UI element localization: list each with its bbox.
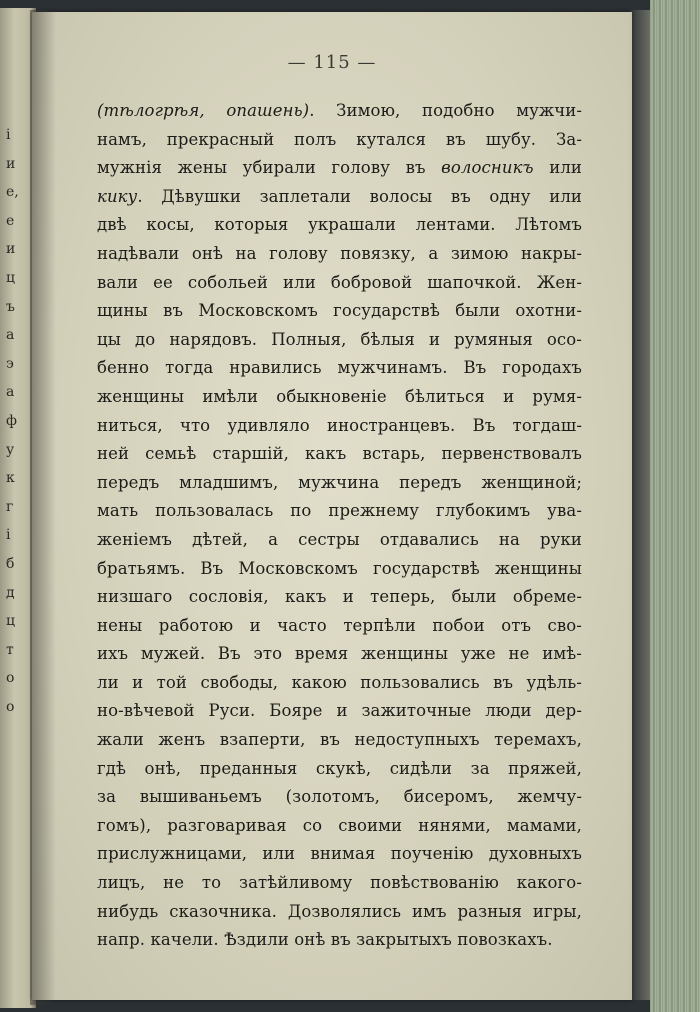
left-page-fragment: д: [6, 584, 15, 601]
text-line: [97, 297, 582, 326]
left-page-fragment: ц: [6, 613, 16, 630]
text-segment: цы до нарядовъ. Полныя, бѣлыя и румяныя осо-: [97, 329, 582, 349]
italic-term: кику: [97, 186, 138, 206]
left-page-fragment: і: [6, 127, 11, 143]
left-page-fragment: у: [6, 441, 15, 458]
text-segment: братьямъ. Въ Московскомъ государствѣ женщины: [97, 558, 582, 578]
text-segment: женіемъ дѣтей, а сестры отдавались на руки: [97, 529, 582, 549]
text-segment: женщины имѣли обыкновеніе бѣлиться и румя-: [97, 386, 582, 406]
text-segment: мать пользовалась по прежнему глубокимъ ува-: [97, 501, 582, 521]
left-page-fragment: а: [6, 327, 15, 344]
text-line: [97, 497, 582, 526]
text-segment: или: [533, 158, 582, 178]
text-segment: прислужницами, или внимая поученію духовныхъ: [97, 844, 582, 864]
text-segment: бенно тогда нравились мужчинамъ. Въ городахъ: [97, 358, 582, 378]
text-segment: двѣ косы, которыя украшали лентами. Лѣтомъ: [97, 215, 582, 235]
left-page-fragment: е: [6, 212, 15, 229]
text-line: [97, 640, 582, 669]
text-segment: передъ младшимъ, мужчина передъ женщиной;: [97, 472, 582, 492]
text-line: [97, 211, 582, 240]
left-page-fragment: о: [6, 670, 15, 687]
text-segment: гомъ), разговаривая со своими нянями, мамами,: [97, 815, 582, 835]
text-segment: ниться, что удивляло иностранцевъ. Въ тогдаш-: [97, 415, 582, 435]
text-segment: щины въ Московскомъ государствѣ были охотни-: [97, 301, 582, 321]
text-line: [97, 183, 582, 212]
text-segment: надѣвали онѣ на голову повязку, а зимою накры-: [97, 243, 582, 263]
left-page-fragment: э: [6, 355, 14, 372]
italic-term: волосникъ: [441, 158, 534, 178]
text-line: [97, 154, 582, 183]
text-segment: но-вѣчевой Руси. Бояре и зажиточные люди дер-: [97, 701, 582, 721]
left-page-fragment: б: [6, 556, 15, 572]
text-line: [97, 469, 582, 498]
text-segment: . Дѣвушки заплетали волосы въ одну или: [137, 186, 582, 206]
left-page-fragment: и: [6, 241, 16, 258]
text-segment: за вышиваньемъ (золотомъ, бисеромъ, жемчу-: [97, 787, 582, 807]
book-page: [32, 12, 632, 1000]
text-line: [97, 926, 582, 955]
text-line: [97, 840, 582, 869]
text-segment: нены работою и часто терпѣли побои отъ сво-: [97, 615, 582, 635]
italic-term: (тѣлогрѣя, опашень): [97, 101, 310, 120]
text-line: [97, 669, 582, 698]
left-page-fragment: ъ: [6, 298, 15, 315]
text-segment: ихъ мужей. Въ это время женщины уже не имѣ-: [97, 644, 582, 664]
text-line: [97, 326, 582, 355]
left-page-fragment: к: [6, 470, 15, 487]
text-line: [97, 526, 582, 555]
text-line: [97, 583, 582, 612]
text-line: [97, 240, 582, 269]
text-line: [97, 898, 582, 927]
page-edges: [650, 0, 700, 1012]
left-page-fragment: т: [6, 641, 14, 658]
text-segment: ней семьѣ старшій, какъ встарь, первенствовалъ: [97, 444, 582, 464]
text-line: [97, 869, 582, 898]
text-segment: намъ, прекрасный полъ кутался въ шубу. За-: [97, 129, 582, 149]
text-line: [97, 383, 582, 412]
text-line: [97, 97, 582, 126]
text-line: [97, 783, 582, 812]
text-segment: жали женъ взаперти, въ недоступныхъ теремахъ,: [97, 730, 582, 750]
text-segment: нибудь сказочника. Дозволялись имъ разныя игры,: [97, 901, 582, 921]
left-page-fragment: і: [6, 527, 11, 544]
text-segment: мужнія жены убирали голову въ: [97, 158, 442, 178]
left-page-fragment: ц: [6, 270, 16, 286]
text-segment: напр. качели. Ѣздили онѣ въ закрытыхъ повозкахъ.: [97, 930, 553, 950]
left-page-fragment: ф: [6, 413, 17, 429]
text-segment: гдѣ онѣ, преданныя скукѣ, сидѣли за пряжей,: [97, 758, 582, 778]
text-line: [97, 555, 582, 584]
left-page-fragment: е,: [6, 184, 19, 201]
text-segment: . Зимою, подобно мужчи-: [309, 101, 582, 120]
text-line: [97, 697, 582, 726]
right-edge-shadow: [628, 10, 650, 1000]
text-line: [97, 126, 582, 155]
text-segment: вали ее собольей или бобровой шапочкой. Жен-: [97, 272, 582, 292]
left-page-fragment: г: [6, 498, 14, 515]
text-line: [97, 612, 582, 641]
left-page-fragment: и: [6, 155, 16, 172]
text-segment: лицъ, не то затѣйливому повѣствованію какого-: [97, 873, 582, 893]
page-number: — 115 —: [287, 52, 377, 73]
text-line: [97, 755, 582, 784]
text-line: [97, 812, 582, 841]
text-line: [97, 354, 582, 383]
left-page-fragment: о: [6, 699, 15, 715]
text-line: [97, 726, 582, 755]
text-line: [97, 440, 582, 469]
left-page-fragment: а: [6, 384, 15, 401]
body-text: [97, 97, 582, 955]
text-segment: низшаго сословія, какъ и теперь, были обреме-: [97, 587, 582, 607]
text-line: [97, 412, 582, 441]
gutter-shadow: [30, 10, 56, 1005]
text-line: [97, 269, 582, 298]
text-segment: ли и той свободы, какою пользовались въ удѣль-: [97, 672, 582, 692]
